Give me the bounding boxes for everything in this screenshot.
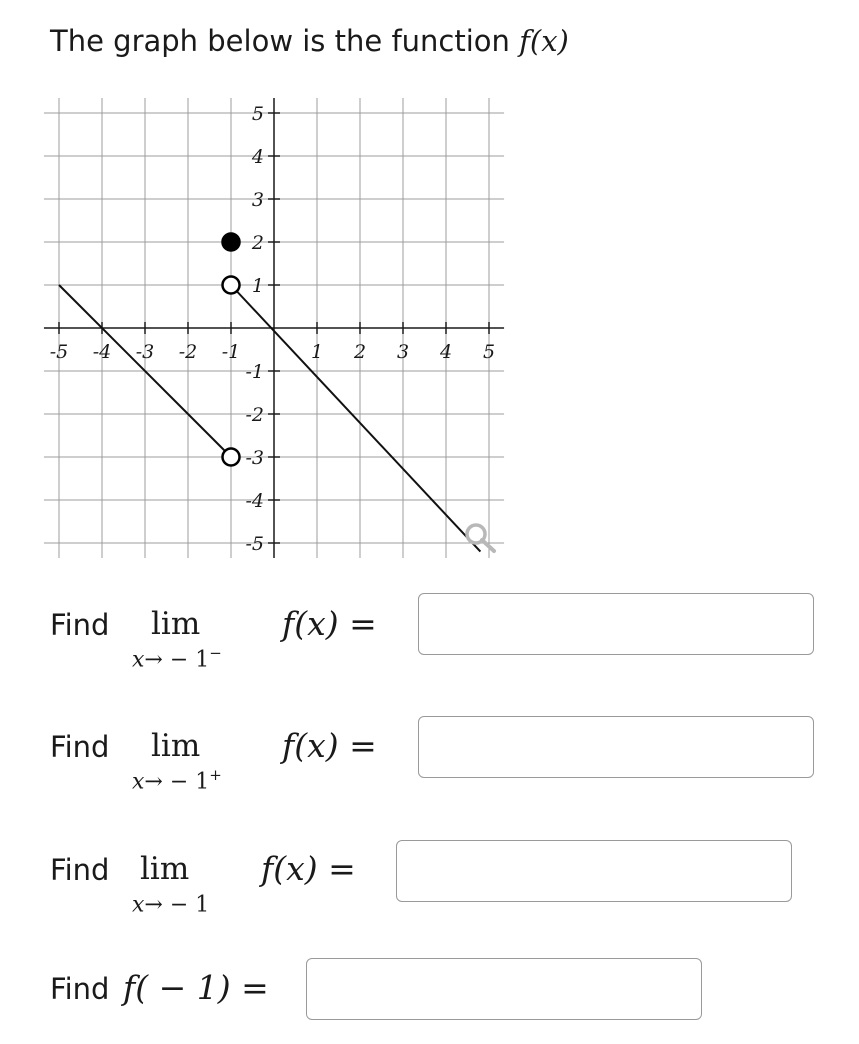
x-tick-label: -5 [49,341,69,363]
x-tick-label: 4 [439,341,453,363]
fx-value-label: f( − 1) = [123,968,269,1007]
find-label: Find [50,972,110,1006]
find-label: Find [50,853,110,887]
heading-text: The graph below is the function [50,24,510,58]
find-label: Find [50,730,110,764]
y-tick-label: -1 [245,361,264,383]
answer-input-left-limit[interactable] [418,593,814,655]
x-tick-label: 5 [482,341,496,363]
y-tick-label: -3 [245,447,264,469]
y-tick-label: 2 [251,232,264,254]
y-tick-label: -2 [245,404,264,426]
x-tick-label: 2 [353,341,367,363]
y-tick-label: -4 [245,490,264,512]
y-tick-label: 3 [251,189,264,211]
lim-subscript: x→ − 1− [132,644,222,673]
axes [44,98,504,558]
function-segment [231,285,480,552]
y-tick-label: 5 [251,103,264,125]
lim-subscript: x→ − 1+ [132,766,222,795]
fx-label: f(x) = [282,726,377,765]
x-tick-label: -4 [92,341,112,363]
closed-point [223,234,240,251]
y-tick-label: 1 [251,275,264,297]
find-label: Find [50,608,110,642]
answer-input-function-value[interactable] [306,958,702,1020]
x-tick-label: -3 [135,341,155,363]
x-tick-label: -1 [221,341,241,363]
x-tick-label: 1 [310,341,324,363]
y-tick-label: -5 [245,533,264,555]
heading-function: f(x) [519,24,569,58]
fx-label: f(x) = [261,849,356,888]
lim-label: lim [151,606,201,642]
series-lines [59,285,480,552]
lim-subscript: x→ − 1 [132,892,210,918]
lim-label: lim [140,851,190,887]
fx-label: f(x) = [282,604,377,643]
open-point [223,277,240,294]
y-tick-label: 4 [251,146,264,168]
open-point [223,449,240,466]
x-tick-label: 3 [396,341,410,363]
answer-input-right-limit[interactable] [418,716,814,778]
lim-label: lim [151,728,201,764]
answer-input-two-sided-limit[interactable] [396,840,792,902]
magnifier-icon[interactable] [462,520,502,554]
x-tick-label: -2 [178,341,198,363]
